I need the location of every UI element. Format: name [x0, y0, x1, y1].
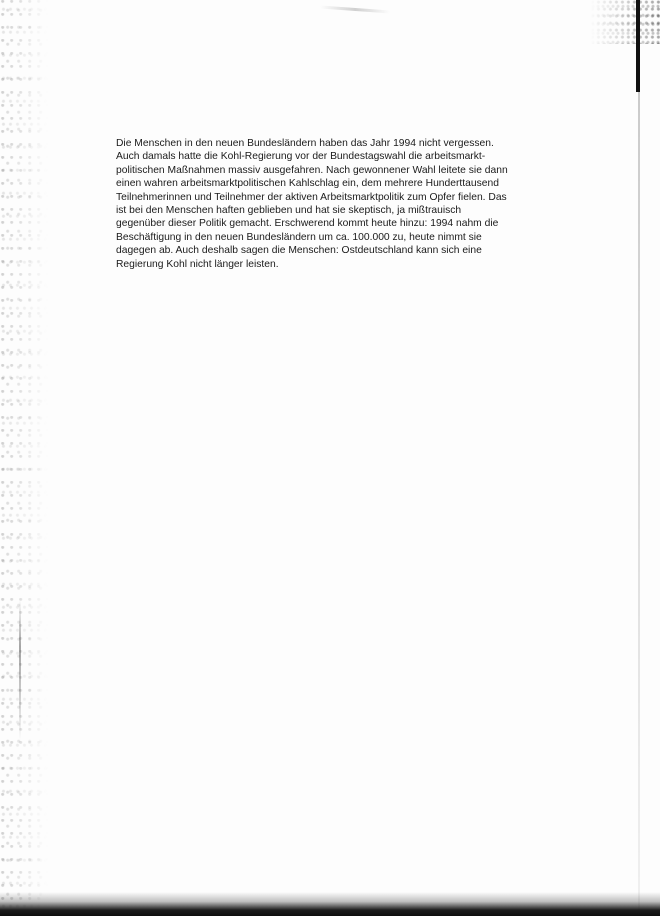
text-line-3: politischen Maßnahmen massiv ausgefahren. Nach gewonnener Wahl leitete sie dann [116, 164, 508, 176]
text-line-10: Regierung Kohl nicht länger leisten. [116, 258, 279, 270]
text-line-4: einen wahren arbeitsmarktpolitischen Kahlschlag ein, dem mehrere Hunderttausend [116, 178, 499, 190]
text-line-2: Auch damals hatte die Kohl-Regierung vor der Bundestagswahl die arbeitsmarkt- [116, 151, 486, 163]
scan-faint-line-right [638, 92, 640, 912]
text-line-8: Beschäftigung in den neuen Bundesländern um ca. 100.000 zu, heute nimmt sie [116, 231, 482, 243]
scan-dark-strip-right [636, 0, 640, 92]
body-paragraph [116, 137, 556, 271]
text-line-1: Die Menschen in den neuen Bundesländern haben das Jahr 1994 nicht vergessen. [116, 138, 494, 149]
scan-smudge-top [320, 6, 390, 14]
text-line-5: Teilnehmerinnen und Teilnehmer der aktiven Arbeitsmarktpolitik zum Opfer fielen. Das [116, 191, 507, 203]
scan-streak-left [19, 600, 21, 740]
scan-noise-top-right-corner [590, 0, 660, 44]
text-line-9: dagegen ab. Auch deshalb sagen die Menschen: Ostdeutschland kann sich eine [116, 245, 482, 257]
text-line-6: ist bei den Menschen haften geblieben und hat sie skeptisch, ja mißtrauisch [116, 205, 462, 217]
text-line-7: gegenüber dieser Politik gemacht. Erschwerend kommt heute hinzu: 1994 nahm die [116, 218, 499, 230]
scan-noise-left-edge [0, 0, 48, 916]
scan-dark-band-bottom [0, 892, 660, 916]
